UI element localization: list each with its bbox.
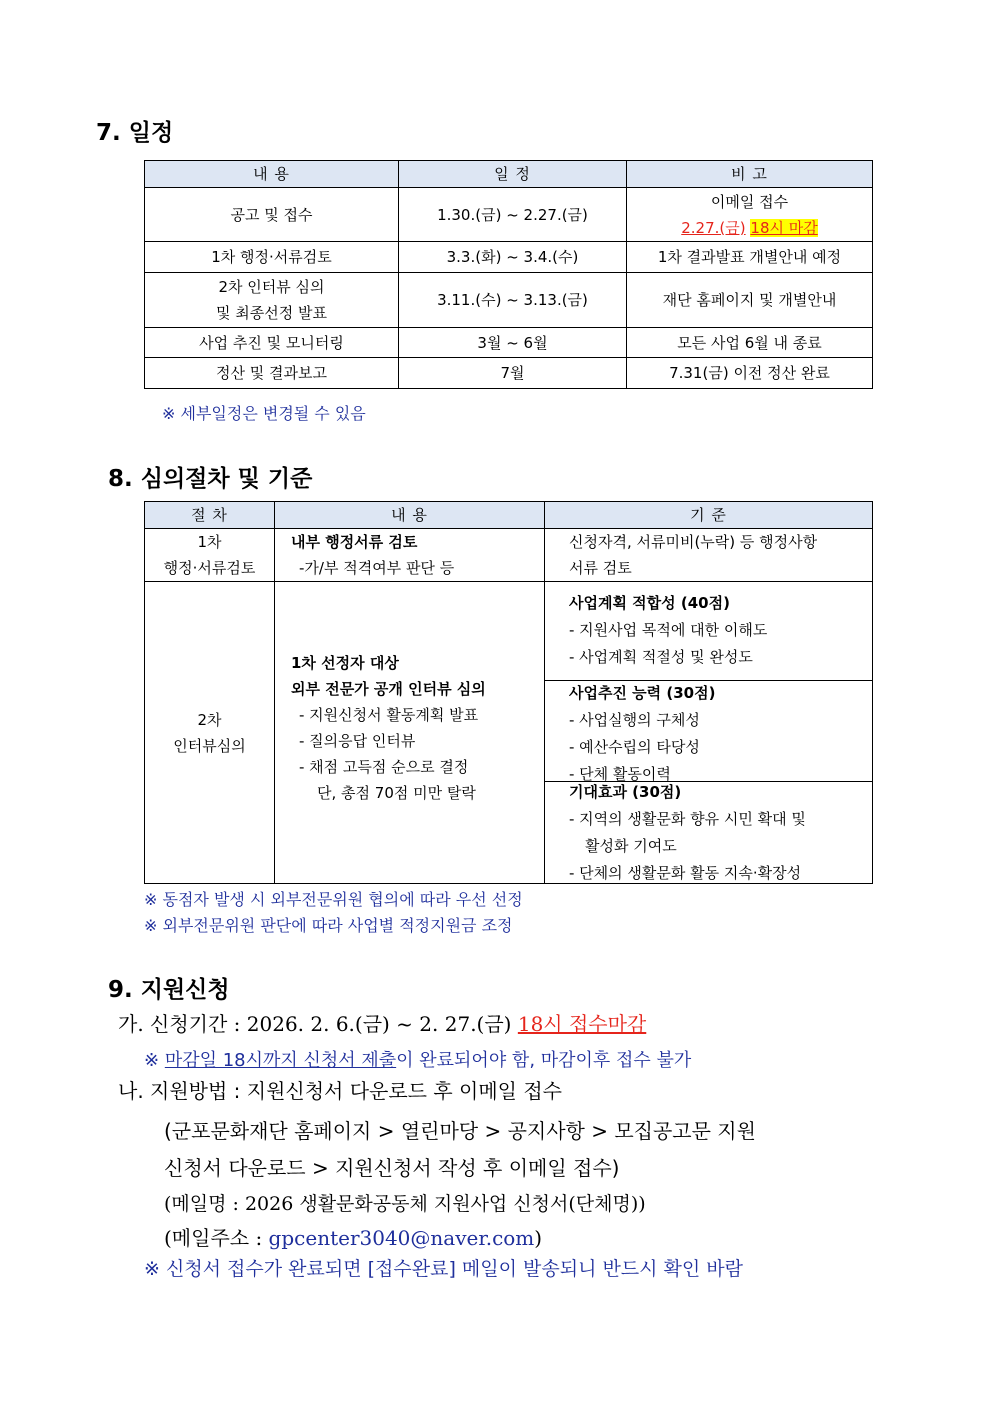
review-note: ※ 외부전문위원 판단에 따라 사업별 적정지원금 조정	[144, 916, 513, 935]
criteria-block-effect	[545, 779, 872, 887]
col-header-criteria: 기 준	[545, 502, 873, 529]
cell-note: 모든 사업 6월 내 종료	[627, 328, 873, 358]
criteria-item: - 지원사업 목적에 대한 이해도	[569, 621, 768, 639]
step-line1: 2차	[197, 710, 222, 729]
step-line2: 인터뷰심의	[173, 736, 246, 755]
application-method: 나. 지원방법 : 지원신청서 다운로드 후 이메일 접수	[118, 1079, 562, 1103]
cell-content	[275, 529, 545, 582]
content-line: - 지원신청서 활동계획 발표	[299, 706, 479, 724]
criteria-item: - 지역의 생활문화 향유 시민 확대 및	[569, 810, 806, 828]
criteria-line2: 서류 검토	[569, 559, 632, 577]
cell-content: 사업 추진 및 모니터링	[145, 328, 399, 358]
col-header-note: 비 고	[627, 161, 873, 188]
cell-content: 정산 및 결과보고	[145, 358, 399, 389]
criteria-item: - 단체의 생활문화 활동 지속·확장성	[569, 864, 802, 882]
criteria-item: - 사업계획 적절성 및 완성도	[569, 648, 753, 666]
period-deadline: 18시 접수마감	[517, 1012, 647, 1036]
cell-criteria	[545, 529, 873, 582]
cell-period: 3월 ~ 6월	[399, 328, 627, 358]
step-line1: 1차	[197, 533, 222, 551]
col-header-content: 내 용	[145, 161, 399, 188]
criteria-item: 활성화 기여도	[585, 837, 677, 855]
note-marker: ※	[144, 1050, 165, 1071]
mail-address-label: (메일주소 :	[164, 1226, 269, 1250]
schedule-footnote: ※ 세부일정은 변경될 수 있음	[162, 404, 366, 423]
mail-address-line	[164, 1222, 542, 1251]
cell-criteria	[545, 582, 873, 884]
criteria-item: - 단체 활동이력	[569, 765, 671, 783]
application-period	[118, 1008, 646, 1037]
review-notes	[144, 887, 523, 939]
cell-content	[275, 582, 545, 884]
final-note: ※ 신청서 접수가 완료되면 [접수완료] 메일이 발송되니 반드시 확인 바람	[144, 1258, 744, 1280]
criteria-title: 사업계획 적합성 (40점)	[569, 594, 730, 612]
note-line: 이메일 접수	[710, 192, 789, 211]
criteria-block-capability	[545, 680, 872, 788]
criteria-title: 기대효과 (30점)	[569, 783, 682, 801]
cell-content: 1차 행정·서류검토	[145, 242, 399, 273]
cell-note: 1차 결과발표 개별안내 예정	[627, 242, 873, 273]
content-line: - 채점 고득점 순으로 결정	[299, 758, 469, 776]
table-row	[145, 328, 873, 358]
cell-content: 공고 및 접수	[145, 188, 399, 242]
deadline-time: 18시 마감	[750, 218, 818, 237]
col-header-period: 일 정	[399, 161, 627, 188]
note-underlined: 마감일 18시까지 신청서 제출	[164, 1050, 397, 1071]
criteria-item: - 예산수립의 타당성	[569, 738, 700, 756]
content-subtitle: 외부 전문가 공개 인터뷰 심의	[291, 680, 486, 698]
table-row	[145, 273, 873, 328]
table-row	[145, 582, 873, 884]
deadline-line	[627, 215, 872, 241]
content-line: -가/부 적격여부 판단 등	[299, 559, 455, 577]
cell-note: 재단 홈페이지 및 개별안내	[627, 273, 873, 328]
period-note	[144, 1046, 691, 1072]
section-9-heading: 9. 지원신청	[108, 977, 230, 1003]
method-path-line2: 신청서 다운로드 > 지원신청서 작성 후 이메일 접수)	[164, 1156, 620, 1180]
mail-address-link[interactable]: gpcenter3040@naver.com	[268, 1226, 535, 1250]
cell-content	[145, 273, 399, 328]
schedule-table	[144, 160, 873, 389]
table-row	[145, 188, 873, 242]
cell-step	[145, 529, 275, 582]
cell-content-line2: 및 최종선정 발표	[216, 304, 327, 322]
section-8-heading: 8. 심의절차 및 기준	[108, 466, 313, 492]
note-rest: 이 완료되어야 함, 마감이후 접수 불가	[396, 1050, 692, 1071]
deadline-date: 2.27.(금)	[681, 218, 746, 237]
mail-subject: (메일명 : 2026 생활문화공동체 지원사업 신청서(단체명))	[164, 1193, 646, 1215]
content-title: 1차 선정자 대상	[291, 654, 399, 672]
cell-content-line1: 2차 인터뷰 심의	[218, 278, 325, 296]
criteria-item: - 사업실행의 구체성	[569, 711, 700, 729]
cell-period: 3.11.(수) ~ 3.13.(금)	[399, 273, 627, 328]
method-path-line1: (군포문화재단 홈페이지 > 열린마당 > 공지사항 > 모집공고문 지원	[164, 1119, 756, 1143]
period-label: 가. 신청기간 : 2026. 2. 6.(금) ~ 2. 27.(금)	[118, 1012, 518, 1036]
col-header-content: 내 용	[275, 502, 545, 529]
criteria-line1: 신청자격, 서류미비(누락) 등 행정사항	[569, 533, 818, 551]
content-title: 내부 행정서류 검토	[291, 533, 418, 551]
criteria-block-plan	[545, 590, 872, 680]
col-header-step: 절 차	[145, 502, 275, 529]
table-row	[145, 529, 873, 582]
step-line2: 행정·서류검토	[163, 559, 256, 577]
cell-period: 1.30.(금) ~ 2.27.(금)	[399, 188, 627, 242]
criteria-title: 사업추진 능력 (30점)	[569, 684, 716, 702]
cell-note: 7.31(금) 이전 정산 완료	[627, 358, 873, 389]
mail-address-close: )	[534, 1226, 543, 1250]
cell-step	[145, 582, 275, 884]
table-row	[145, 358, 873, 389]
review-table	[144, 501, 873, 884]
content-line: 단, 총점 70점 미만 탈락	[317, 784, 476, 802]
table-row	[145, 242, 873, 273]
review-note: ※ 동점자 발생 시 외부전문위원 협의에 따라 우선 선정	[144, 890, 523, 909]
cell-period: 7월	[399, 358, 627, 389]
content-line: - 질의응답 인터뷰	[299, 732, 416, 750]
cell-note	[627, 188, 873, 242]
section-7-heading: 7. 일정	[96, 120, 174, 146]
cell-period: 3.3.(화) ~ 3.4.(수)	[399, 242, 627, 273]
